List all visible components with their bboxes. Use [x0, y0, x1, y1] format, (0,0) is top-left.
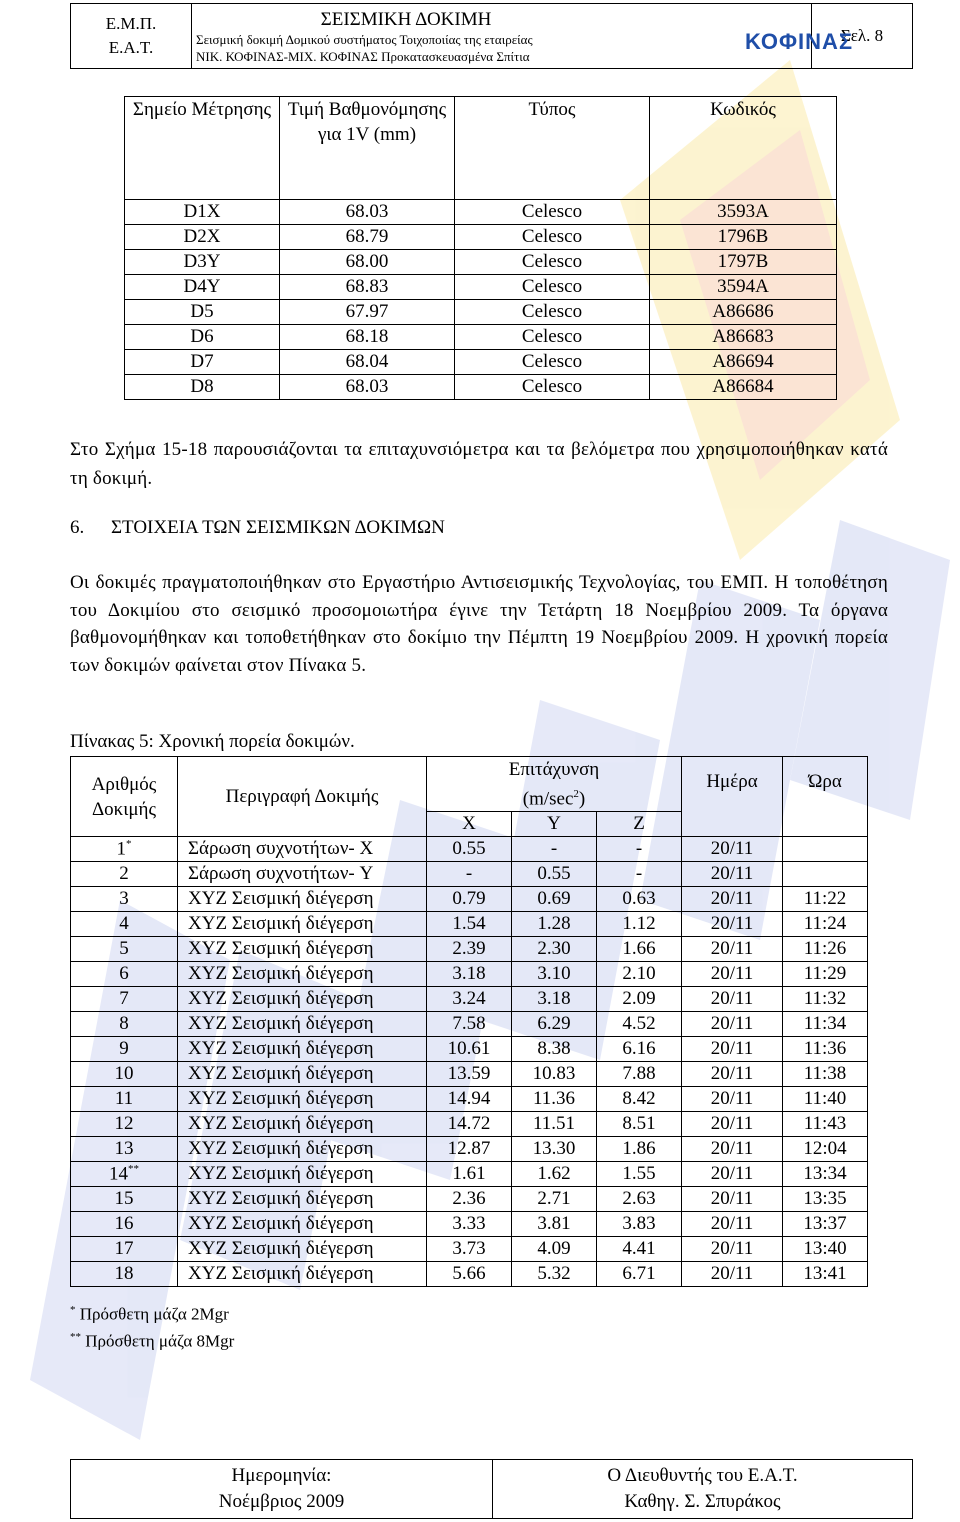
col-header-number-line2: Δοκιμής	[91, 798, 157, 820]
cell-type: Celesco	[455, 375, 650, 400]
cell-acc-y: 11.51	[512, 1112, 597, 1137]
sensor-row	[125, 225, 837, 250]
sensor-row	[125, 375, 837, 400]
cell-point: D3Y	[125, 250, 280, 275]
cell-day: 20/11	[682, 1037, 783, 1062]
cell-test-number-value: 3	[119, 888, 129, 910]
cell-day: 20/11	[682, 1212, 783, 1237]
col-header-acceleration-exp: 2	[573, 788, 579, 800]
cell-acc-z: 1.55	[597, 1162, 682, 1187]
cell-day: 20/11	[682, 862, 783, 887]
cell-point: D2X	[125, 225, 280, 250]
cell-acc-x: 0.79	[427, 887, 512, 912]
cell-acc-x: 5.66	[427, 1262, 512, 1287]
cell-test-number	[71, 862, 178, 887]
cell-description: XYZ Σεισμική διέγερση	[178, 1187, 427, 1212]
header-subtitle-1: Σεισμική δοκιμή Δομικού συστήματος Τοιχοποιίας της εταιρείας	[196, 32, 533, 47]
col-header-acceleration-line1: Επιτάχυνση	[508, 759, 600, 780]
cell-test-number-value: 2	[119, 863, 129, 885]
cell-description: XYZ Σεισμική διέγερση	[178, 987, 427, 1012]
cell-code: 1796B	[650, 225, 837, 250]
cell-calibration: 67.97	[280, 300, 455, 325]
schedule-row	[71, 912, 868, 937]
cell-description: Σάρωση συχνοτήτων- X	[178, 837, 427, 862]
cell-description: XYZ Σεισμική διέγερση	[178, 1162, 427, 1187]
cell-code: 3594A	[650, 275, 837, 300]
cell-time: 11:24	[783, 912, 868, 937]
cell-time: 11:32	[783, 987, 868, 1012]
cell-test-number	[71, 1262, 178, 1287]
cell-test-number	[71, 1112, 178, 1137]
footnote-2	[70, 1331, 234, 1352]
cell-test-number-value: 12	[114, 1113, 134, 1135]
cell-time: 11:40	[783, 1087, 868, 1112]
schedule-table-body	[71, 837, 868, 1287]
cell-acc-z: 8.51	[597, 1112, 682, 1137]
cell-point: D8	[125, 375, 280, 400]
cell-type: Celesco	[455, 350, 650, 375]
cell-acc-x: 2.39	[427, 937, 512, 962]
cell-time	[783, 862, 868, 887]
footnote-1	[70, 1304, 229, 1325]
cell-acc-x: 3.73	[427, 1237, 512, 1262]
cell-acc-z: 7.88	[597, 1062, 682, 1087]
header-subtitle-2: ΝΙΚ. ΚΟΦΙΝΑΣ-ΜΙΧ. ΚΟΦΙΝΑΣ Προκατασκευασμένα Σπίτια	[196, 49, 530, 64]
section-number: 6.	[70, 517, 85, 538]
cell-acc-y: 8.38	[512, 1037, 597, 1062]
cell-test-number	[71, 887, 178, 912]
cell-acc-z: 6.16	[597, 1037, 682, 1062]
cell-day: 20/11	[682, 1187, 783, 1212]
cell-acc-z: 1.66	[597, 937, 682, 962]
sensor-row	[125, 200, 837, 225]
col-header-calibration: Τιμή Βαθμονόμησης για 1V (mm)	[280, 97, 455, 200]
cell-type: Celesco	[455, 225, 650, 250]
schedule-row	[71, 1112, 868, 1137]
cell-acc-x: 14.72	[427, 1112, 512, 1137]
cell-test-number	[71, 1087, 178, 1112]
cell-acc-x: 3.24	[427, 987, 512, 1012]
schedule-row	[71, 937, 868, 962]
footnote-2-mark: **	[70, 1331, 81, 1343]
col-header-acceleration-close: )	[578, 788, 586, 810]
cell-acc-y: 1.62	[512, 1162, 597, 1187]
test-schedule-table	[70, 756, 868, 1287]
cell-code: 3593A	[650, 200, 837, 225]
cell-day: 20/11	[682, 1237, 783, 1262]
cell-type: Celesco	[455, 325, 650, 350]
cell-test-number	[71, 912, 178, 937]
cell-acc-y: 3.10	[512, 962, 597, 987]
cell-acc-x: 1.61	[427, 1162, 512, 1187]
col-header-day: Ημέρα	[682, 757, 783, 837]
header-center	[192, 4, 854, 69]
cell-description: XYZ Σεισμική διέγερση	[178, 1262, 427, 1287]
cell-time: 11:36	[783, 1037, 868, 1062]
cell-test-number	[71, 1062, 178, 1087]
schedule-row	[71, 1012, 868, 1037]
cell-acc-x: 10.61	[427, 1037, 512, 1062]
cell-acc-z: -	[597, 837, 682, 862]
cell-code: 1797B	[650, 250, 837, 275]
header-title: ΣΕΙΣΜΙΚΗ ΔΟΚΙΜΗ	[320, 9, 492, 30]
schedule-row	[71, 837, 868, 862]
cell-description: XYZ Σεισμική διέγερση	[178, 887, 427, 912]
cell-acc-x: 3.18	[427, 962, 512, 987]
cell-test-number-mark: **	[128, 1163, 139, 1176]
cell-day: 20/11	[682, 837, 783, 862]
cell-type: Celesco	[455, 275, 650, 300]
cell-calibration: 68.83	[280, 275, 455, 300]
footer-director-name: Καθηγ. Σ. Σπυράκος	[624, 1491, 781, 1512]
cell-description: XYZ Σεισμική διέγερση	[178, 1012, 427, 1037]
cell-test-number	[71, 1012, 178, 1037]
schedule-row	[71, 1187, 868, 1212]
footer-date	[71, 1460, 493, 1519]
sensor-row	[125, 350, 837, 375]
sensor-table	[124, 96, 837, 400]
footer-director	[493, 1460, 913, 1519]
cell-test-number	[71, 1237, 178, 1262]
cell-acc-z: 2.10	[597, 962, 682, 987]
cell-day: 20/11	[682, 1062, 783, 1087]
cell-test-number-value: 6	[119, 963, 129, 985]
col-header-description: Περιγραφή Δοκιμής	[178, 757, 427, 837]
cell-test-number	[71, 1137, 178, 1162]
cell-test-number-value: 11	[114, 1088, 134, 1110]
schedule-row	[71, 862, 868, 887]
cell-test-number-value: 13	[114, 1138, 134, 1160]
cell-test-number-mark: *	[126, 838, 132, 851]
cell-test-number	[71, 1187, 178, 1212]
cell-time: 11:38	[783, 1062, 868, 1087]
cell-acc-z: 1.86	[597, 1137, 682, 1162]
col-header-time: Ώρα	[783, 757, 868, 837]
cell-acc-z: -	[597, 862, 682, 887]
cell-acc-y: 3.18	[512, 987, 597, 1012]
cell-type: Celesco	[455, 250, 650, 275]
schedule-row	[71, 1262, 868, 1287]
cell-time: 13:34	[783, 1162, 868, 1187]
cell-test-number-value: 10	[114, 1063, 134, 1085]
footer-date-value: Νοέμβριος 2009	[218, 1491, 345, 1512]
cell-acc-z: 1.12	[597, 912, 682, 937]
cell-point: D1X	[125, 200, 280, 225]
cell-calibration: 68.03	[280, 375, 455, 400]
cell-acc-z: 3.83	[597, 1212, 682, 1237]
header-left-line1: Ε.Μ.Π.	[105, 14, 157, 33]
schedule-row	[71, 887, 868, 912]
cell-day: 20/11	[682, 1087, 783, 1112]
cell-code: A86694	[650, 350, 837, 375]
cell-description: XYZ Σεισμική διέγερση	[178, 962, 427, 987]
sensor-row	[125, 275, 837, 300]
cell-point: D4Y	[125, 275, 280, 300]
cell-calibration: 68.03	[280, 200, 455, 225]
cell-code: A86683	[650, 325, 837, 350]
cell-test-number	[71, 1212, 178, 1237]
cell-acc-z: 8.42	[597, 1087, 682, 1112]
cell-test-number-value: 7	[119, 988, 129, 1010]
cell-time: 11:22	[783, 887, 868, 912]
cell-acc-y: 13.30	[512, 1137, 597, 1162]
cell-acc-z: 4.41	[597, 1237, 682, 1262]
col-header-point: Σημείο Μέτρησης	[125, 97, 280, 200]
cell-point: D5	[125, 300, 280, 325]
cell-day: 20/11	[682, 987, 783, 1012]
cell-acc-z: 6.71	[597, 1262, 682, 1287]
page-header	[70, 3, 913, 69]
cell-day: 20/11	[682, 1137, 783, 1162]
cell-time	[783, 837, 868, 862]
header-institution	[71, 4, 192, 69]
cell-time: 13:37	[783, 1212, 868, 1237]
cell-type: Celesco	[455, 300, 650, 325]
cell-acc-y: 6.29	[512, 1012, 597, 1037]
cell-description: XYZ Σεισμική διέγερση	[178, 1037, 427, 1062]
cell-acc-y: 4.09	[512, 1237, 597, 1262]
schedule-row	[71, 1162, 868, 1187]
cell-day: 20/11	[682, 1262, 783, 1287]
cell-acc-x: 14.94	[427, 1087, 512, 1112]
schedule-row	[71, 962, 868, 987]
section-heading	[70, 517, 445, 539]
cell-description: XYZ Σεισμική διέγερση	[178, 937, 427, 962]
footer-date-label: Ημερομηνία:	[231, 1465, 332, 1486]
cell-acc-x: -	[427, 862, 512, 887]
schedule-row	[71, 1137, 868, 1162]
header-page-number: Σελ. 8	[812, 4, 913, 69]
sensor-table-body	[125, 200, 837, 400]
cell-acc-y: 2.71	[512, 1187, 597, 1212]
cell-acc-x: 7.58	[427, 1012, 512, 1037]
cell-time: 11:26	[783, 937, 868, 962]
col-header-type: Τύπος	[455, 97, 650, 200]
page-footer	[70, 1459, 913, 1519]
cell-test-number-value: 14	[109, 1163, 128, 1185]
cell-test-number	[71, 837, 178, 862]
cell-acc-x: 0.55	[427, 837, 512, 862]
cell-day: 20/11	[682, 937, 783, 962]
cell-test-number	[71, 1037, 178, 1062]
cell-description: XYZ Σεισμική διέγερση	[178, 1087, 427, 1112]
cell-acc-y: 10.83	[512, 1062, 597, 1087]
cell-day: 20/11	[682, 962, 783, 987]
header-left-line2: Ε.Α.Τ.	[108, 38, 154, 57]
col-header-number-line1: Αριθμός	[91, 773, 157, 795]
cell-test-number-value: 16	[114, 1213, 134, 1235]
cell-acc-z: 4.52	[597, 1012, 682, 1037]
cell-time: 13:40	[783, 1237, 868, 1262]
schedule-row	[71, 1237, 868, 1262]
cell-description: Σάρωση συχνοτήτων- Y	[178, 862, 427, 887]
schedule-row	[71, 987, 868, 1012]
cell-test-number-value: 1	[116, 838, 126, 860]
cell-acc-y: 1.28	[512, 912, 597, 937]
cell-test-number-value: 15	[114, 1188, 134, 1210]
cell-test-number-value: 9	[119, 1038, 129, 1060]
sensor-table-header	[125, 97, 837, 200]
cell-acc-x: 3.33	[427, 1212, 512, 1237]
cell-day: 20/11	[682, 1112, 783, 1137]
cell-acc-x: 13.59	[427, 1062, 512, 1087]
cell-acc-z: 2.09	[597, 987, 682, 1012]
cell-acc-z: 2.63	[597, 1187, 682, 1212]
cell-description: XYZ Σεισμική διέγερση	[178, 1062, 427, 1087]
cell-acc-y: 0.69	[512, 887, 597, 912]
section-title: ΣΤΟΙΧΕΙΑ ΤΩΝ ΣΕΙΣΜΙΚΩΝ ΔΟΚΙΜΩΝ	[111, 517, 445, 538]
schedule-row	[71, 1212, 868, 1237]
cell-time: 13:35	[783, 1187, 868, 1212]
cell-description: XYZ Σεισμική διέγερση	[178, 1137, 427, 1162]
cell-acc-x: 12.87	[427, 1137, 512, 1162]
cell-code: A86684	[650, 375, 837, 400]
cell-acc-x: 1.54	[427, 912, 512, 937]
cell-type: Celesco	[455, 200, 650, 225]
sensor-row	[125, 325, 837, 350]
cell-test-number-value: 17	[114, 1238, 134, 1260]
cell-day: 20/11	[682, 912, 783, 937]
cell-acc-y: 0.55	[512, 862, 597, 887]
cell-test-number	[71, 987, 178, 1012]
company-logo: ΚΟΦΙΝΑΣ	[745, 29, 854, 54]
schedule-header-row-1	[71, 757, 868, 812]
cell-time: 11:29	[783, 962, 868, 987]
cell-time: 11:34	[783, 1012, 868, 1037]
cell-test-number	[71, 962, 178, 987]
cell-test-number-value: 5	[119, 938, 129, 960]
cell-test-number-value: 4	[119, 913, 129, 935]
cell-test-number	[71, 1162, 178, 1187]
cell-test-number-value: 18	[114, 1263, 134, 1285]
cell-acc-y: -	[512, 837, 597, 862]
cell-acc-y: 2.30	[512, 937, 597, 962]
cell-time: 11:43	[783, 1112, 868, 1137]
cell-point: D7	[125, 350, 280, 375]
cell-test-number	[71, 937, 178, 962]
col-header-acceleration	[427, 757, 682, 812]
cell-acc-y: 11.36	[512, 1087, 597, 1112]
col-header-z: Z	[597, 812, 682, 837]
cell-description: XYZ Σεισμική διέγερση	[178, 1237, 427, 1262]
cell-description: XYZ Σεισμική διέγερση	[178, 1212, 427, 1237]
cell-description: XYZ Σεισμική διέγερση	[178, 912, 427, 937]
cell-calibration: 68.00	[280, 250, 455, 275]
footnote-2-text: Πρόσθετη μάζα 8Mgr	[81, 1331, 235, 1351]
schedule-row	[71, 1087, 868, 1112]
paragraph-sensors: Στο Σχήμα 15-18 παρουσιάζονται τα επιταχυνσιόμετρα και τα βελόμετρα που χρησιμοποιήθηκαν κατά τη δοκιμή.	[70, 439, 888, 489]
cell-calibration: 68.79	[280, 225, 455, 250]
cell-day: 20/11	[682, 887, 783, 912]
cell-time: 13:41	[783, 1262, 868, 1287]
col-header-number	[71, 757, 178, 837]
cell-acc-y: 5.32	[512, 1262, 597, 1287]
footer-director-label: Ο Διευθυντής του Ε.Α.Τ.	[607, 1465, 798, 1486]
cell-acc-z: 0.63	[597, 887, 682, 912]
schedule-row	[71, 1037, 868, 1062]
col-header-y: Y	[512, 812, 597, 837]
sensor-row	[125, 300, 837, 325]
cell-time: 12:04	[783, 1137, 868, 1162]
cell-day: 20/11	[682, 1162, 783, 1187]
table2-caption: Πίνακας 5: Χρονική πορεία δοκιμών.	[70, 731, 355, 752]
cell-calibration: 68.18	[280, 325, 455, 350]
footnote-1-text: Πρόσθετη μάζα 2Mgr	[75, 1304, 229, 1324]
cell-description: XYZ Σεισμική διέγερση	[178, 1112, 427, 1137]
sensor-row	[125, 250, 837, 275]
cell-calibration: 68.04	[280, 350, 455, 375]
cell-test-number-value: 8	[119, 1013, 129, 1035]
footnote-1-mark: *	[70, 1304, 76, 1316]
col-header-x: X	[427, 812, 512, 837]
paragraph-tests: Οι δοκιμές πραγματοποιήθηκαν στο Εργαστήριο Αντισεισμικής Τεχνολογίας, του ΕΜΠ. Η τοποθέτηση του Δοκιμίου στο σεισμικό προσομοιωτήρα έγινε την Τετάρτη 18 Νοεμβρίου 2009. Τα όργανα βαθμονομήθηκαν και τοποθετήθηκαν στο δοκίμιο την Πέμπτη 19 Νοεμβρίου 2009. Η χρονική πορεία των δοκιμών φαίνεται στον Πίνακα 5.	[70, 572, 888, 676]
schedule-row	[71, 1062, 868, 1087]
col-header-acceleration-unit: (m/sec	[522, 788, 574, 810]
cell-point: D6	[125, 325, 280, 350]
cell-code: A86686	[650, 300, 837, 325]
col-header-code: Κωδικός	[650, 97, 837, 200]
cell-acc-x: 2.36	[427, 1187, 512, 1212]
cell-day: 20/11	[682, 1012, 783, 1037]
cell-acc-y: 3.81	[512, 1212, 597, 1237]
